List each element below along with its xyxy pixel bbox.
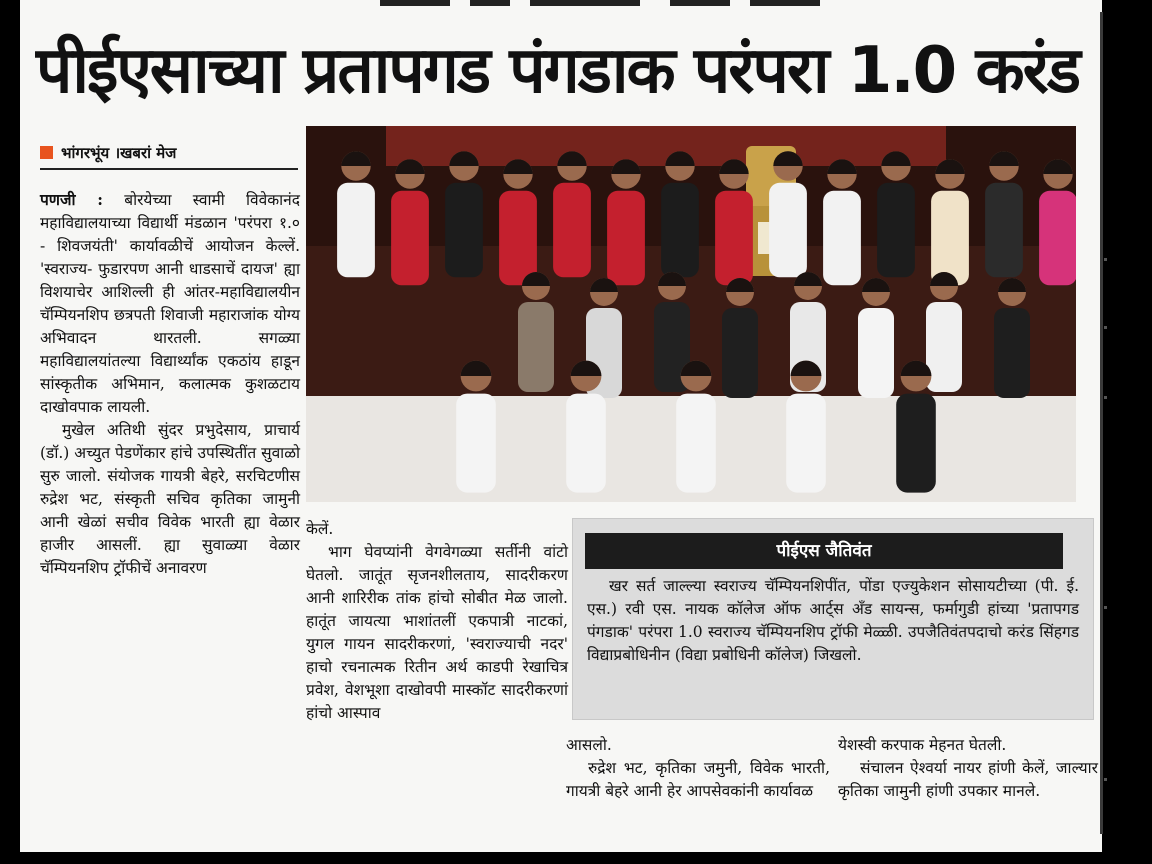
person [445, 151, 483, 277]
article-column-2 [306, 518, 568, 725]
person [566, 361, 606, 493]
person [786, 361, 826, 493]
person [985, 151, 1023, 277]
person [553, 151, 591, 277]
edge-mark [1104, 778, 1107, 781]
paragraph: केलें. [306, 520, 334, 538]
byline-accent-square [40, 146, 53, 159]
edge-mark [1104, 326, 1107, 329]
edge-mark [1104, 396, 1107, 399]
paragraph: भाग घेवप्यांनी वेगवेगळ्या सर्तीनी वांटो घेतलो. जातूंत सृजनशीलताय, सादरीकरण आनी शारिरीक तांक हांचो सोबीत मेळ जालो. हातूंत जायत्या भाशांतलीं एकपात्री नाटकां, युगल गायन सादरीकरणां, 'स्वराज्याची नदर' हाचो रचनात्मक रितीन अर्थ काडपी रेखाचित्र प्रवेश, वेशभूशा दाखोवपी मास्कॉट सादरीकरणां हांचो आस्पाव [306, 543, 568, 722]
headline: पीईएसाच्या प्रतापगड पंगडाक परंपरा 1.0 करंड [36, 34, 1080, 108]
article-column-3 [566, 734, 830, 803]
person [769, 151, 807, 277]
person [877, 151, 915, 277]
person [337, 151, 375, 277]
masthead-fragment [380, 0, 820, 8]
byline [40, 140, 298, 170]
person [499, 159, 537, 285]
article-column-4 [838, 734, 1098, 803]
person [391, 159, 429, 285]
person [926, 272, 962, 392]
person [676, 361, 716, 493]
person [994, 278, 1030, 398]
person [896, 361, 936, 493]
paragraph: संचालन ऐश्वर्या नायर हांणी केलें, जाल्यार कृतिका जामुनी हांणी उपकार मानले. [838, 759, 1098, 800]
article-column-1 [40, 188, 300, 580]
sidebar-body: खर सर्त जाल्ल्या स्वराज्य चॅम्पियनशिपींत, पोंडा एज्युकेशन सोसायटीच्या (पी. ई. एस.) रवी एस. नायक कॉलेज ऑफ आर्ट्स अँड सायन्स, फर्मागुडी हांच्या 'प्रतापगड पंगडाक' परंपरा 1.0 स्वराज्य चॅम्पियनशिप ट्रॉफी मेळ्ळी. उपजैतिवंतपदाचो करंड सिंहगड विद्याप्रबोधिनीन (विद्या प्रबोधिनी कॉलेज) जिखलो. [587, 577, 1079, 664]
person [858, 278, 894, 398]
person [607, 159, 645, 285]
edge-mark [1104, 606, 1107, 609]
edge-mark [1104, 258, 1107, 261]
paragraph: रुद्रेश भट, कृतिका जमुनी, विवेक भारती, गायत्री बेहरे आनी हेर आपसेवकांनी कार्यावळ [566, 759, 830, 800]
person [823, 159, 861, 285]
newspaper-page [20, 0, 1102, 852]
paragraph: मुखेल अतिथी सुंदर प्रभुदेसाय, प्राचार्य (डॉ.) अच्युत पेडणेंकार हांचे उपस्थितींत सुवाळो सुरु जालो. संयोजक गायत्री बेहरे, सरचिटणीस रुद्रेश भट, संस्कृती सचिव कृतिका जामुनी आनी खेळां सचीव विवेक भारती ह्या वेळार हाजीर आसलीं. ह्या सुवाळ्या वेळार चॅम्पियनशिप ट्रॉफीचें अनावरण [40, 421, 300, 577]
person [722, 278, 758, 398]
group-photo-illustration [306, 126, 1076, 502]
person [661, 151, 699, 277]
paragraph: येशस्वी करपाक मेहनत घेतली. [838, 736, 1007, 754]
byline-text: भांगरभूंय ।खबरां मेज [61, 144, 177, 162]
dateline: पणजी : [40, 190, 103, 209]
person [931, 159, 969, 285]
sidebar-title: पीईएस जैतिवंत [585, 533, 1063, 569]
paragraph: पणजी : बोरयेच्या स्वामी विवेकानंद महाविद्यालयाच्या विद्यार्थी मंडळान 'परंपरा १.० - शिवजयंती' कार्यावळीचें आयोजन केल्लें. 'स्वराज्य- फुडारपण आनी धाडसाचें दायज' ह्या विशयाचेर आशिल्ली ही आंतर-महाविद्यालयीन चॅम्पियनशिप छत्रपती शिवाजी महाराजांक योग्य अभिवादन थारतली. सगळ्या महाविद्यालयांतल्या विद्यार्थ्यांक एकठांय हाडून सांस्कृतीक अभिमान, कलात्मक कुशळटाय दाखोवपाक लायली. [40, 190, 300, 416]
group-photo [306, 126, 1076, 502]
paragraph: आसलो. [566, 736, 612, 754]
person [715, 159, 753, 285]
person [518, 272, 554, 392]
person [456, 361, 496, 493]
sidebar-box [572, 518, 1094, 720]
person [1039, 159, 1076, 285]
page-edge-rule [1100, 12, 1103, 834]
